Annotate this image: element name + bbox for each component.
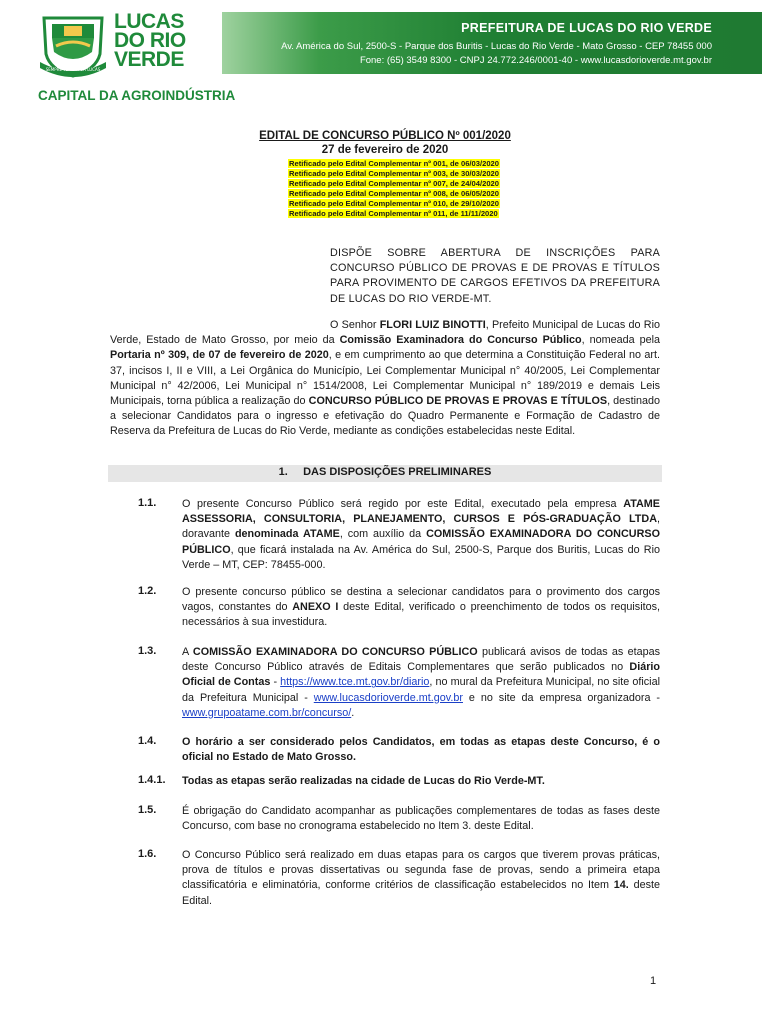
- item-number: 1.3.: [138, 645, 157, 657]
- item-1-2: O presente concurso público se destina a selecionar candidatos para o provimento dos cargos vagos, constantes do ANEXO I deste Edital, verificado o preenchimento de todos os requisitos, necessários à sua investidura.: [182, 586, 660, 629]
- logo-block: [38, 10, 236, 103]
- section-title: DAS DISPOSIÇÕES PRELIMINARES: [303, 466, 492, 478]
- retification-item: Retificado pelo Edital Complementar nº 003, de 30/03/2020: [289, 169, 499, 178]
- atame-concurso-link[interactable]: www.grupoatame.com.br/concurso/: [182, 706, 352, 719]
- document-date: 27 de fevereiro de 2020: [321, 144, 449, 156]
- banner-address: Av. América do Sul, 2500-S - Parque dos Buritis - Lucas do Rio Verde - Mato Grosso - CEP 78455 000: [281, 41, 712, 52]
- item-number: 1.1.: [138, 497, 157, 509]
- retification-item: Retificado pelo Edital Complementar nº 007, de 24/04/2020: [289, 179, 499, 188]
- item-1-4: O horário a ser considerado pelos Candidatos, em todas as etapas deste Concurso, é o oficial no Estado de Mato Grosso.: [182, 736, 660, 764]
- item-number: 1.4.1.: [138, 774, 166, 786]
- document-title: EDITAL DE CONCURSO PÚBLICO Nº 001/2020: [259, 130, 511, 142]
- item-1-5: É obrigação do Candidato acompanhar as publicações complementares de todas as fases deste Concurso, com base no cronograma estabelecido no Item 3. deste Edital.: [182, 805, 660, 833]
- intro-paragraph: O Senhor FLORI LUIZ BINOTTI, Prefeito Municipal de Lucas do Rio Verde, Estado de Mato Grosso, por meio da Comissão Examinadora do Concurso Público, nomeada pela Portaria nº 309, de 07 de fevereiro de 2020, e em cumprimento ao que determina a Constituição Federal no art. 37, incisos I, II e VIII, a Lei Orgânica do Município, Lei Complementar Municipal n° 40/2005, Lei Complementar Municipal n° 42/2006, Lei Municipal n° 1514/2008, Lei Complementar Municipal n° 189/2019 e demais Leis Municipais, torna pública a realização do CONCURSO PÚBLICO DE PROVAS E PROVAS E TÍTULOS, destinado a selecionar Candidatos para o ingresso e efetivação do Quadro Permanente e Formação de Cadastro de Reserva da Prefeitura de Lucas do Rio Verde, mediante as condições estabelecidas neste Edital.: [110, 319, 661, 438]
- emblem-ribbon-text: SEMPRE TERRA POR LUCAS: [45, 67, 101, 72]
- retification-item: Retificado pelo Edital Complementar nº 011, de 11/11/2020: [289, 209, 498, 218]
- item-1-1: O presente Concurso Público será regido por este Edital, executado pela empresa ATAME ASSESSORIA, CONSULTORIA, PLANEJAMENTO, CURSOS E PÓS-GRADUAÇÃO LTDA, doravante denominada ATAME, com auxílio da COMISSÃO EXAMINADORA DO CONCURSO PÚBLICO, que ficará instalada na Av. América do Sul, 2500-S, Parque dos Buritis, Lucas do Rio Verde – MT, CEP: 78455-000.: [182, 498, 660, 571]
- page-number: 1: [650, 975, 657, 987]
- section-heading: [108, 465, 662, 482]
- city-name-line-3: VERDE: [114, 48, 184, 71]
- retification-item: Retificado pelo Edital Complementar nº 010, de 29/10/2020: [289, 199, 499, 208]
- item-number: 1.6.: [138, 848, 157, 860]
- banner-title: PREFEITURA DE LUCAS DO RIO VERDE: [461, 21, 712, 35]
- retification-list: [288, 159, 518, 219]
- header-banner: [222, 12, 762, 74]
- city-name-line-2: DO RIO: [114, 29, 186, 52]
- section-number: 1.: [278, 466, 288, 478]
- city-emblem-icon: [38, 10, 108, 82]
- retification-item: Retificado pelo Edital Complementar nº 001, de 06/03/2020: [289, 159, 499, 168]
- tce-diario-link[interactable]: https://www.tce.mt.gov.br/diario: [280, 676, 430, 689]
- item-number: 1.4.: [138, 735, 157, 747]
- item-number: 1.2.: [138, 585, 157, 597]
- item-number: 1.5.: [138, 804, 157, 816]
- retification-item: Retificado pelo Edital Complementar nº 008, de 06/05/2020: [289, 189, 499, 198]
- city-name-line-1: LUCAS: [114, 10, 184, 33]
- prefeitura-site-link[interactable]: www.lucasdorioverde.mt.gov.br: [313, 691, 463, 704]
- item-1-3: A COMISSÃO EXAMINADORA DO CONCURSO PÚBLICO publicará avisos de todas as etapas deste Concurso Público através de Editais Complementares que serão publicados no Diário Oficial de Contas - https://www.tce.mt.gov.br/diario, no mural da Prefeitura Municipal, no site oficial da Prefeitura Municipal - www.lucasdorioverde.mt.gov.br e no site da empresa organizadora - www.grupoatame.com.br/concurso/.: [182, 646, 661, 719]
- banner-contact: Fone: (65) 3549 8300 - CNPJ 24.772.246/0001-40 - www.lucasdorioverde.mt.gov.br: [359, 55, 712, 66]
- city-name: [114, 12, 186, 69]
- slogan: CAPITAL DA AGROINDÚSTRIA: [38, 88, 236, 103]
- item-1-6: O Concurso Público será realizado em duas etapas para os cargos que tiverem provas práticas, prova de títulos e provas dissertativas ou segunda fase de provas, sendo a primeira etapa classificatória e eliminatória, conforme critérios de classificação estabelecidos no Item 14. deste Edital.: [182, 849, 660, 907]
- summary-paragraph: DISPÕE SOBRE ABERTURA DE INSCRIÇÕES PARA CONCURSO PÚBLICO DE PROVAS E DE PROVAS E TÍTULOS PARA PROVIMENTO DE CARGOS EFETIVOS DA PREFEITURA DE LUCAS DO RIO VERDE-MT.: [330, 247, 660, 305]
- mayor-name: FLORI LUIZ BINOTTI: [379, 319, 486, 331]
- item-1-4-1: Todas as etapas serão realizadas na cidade de Lucas do Rio Verde-MT.: [182, 775, 545, 787]
